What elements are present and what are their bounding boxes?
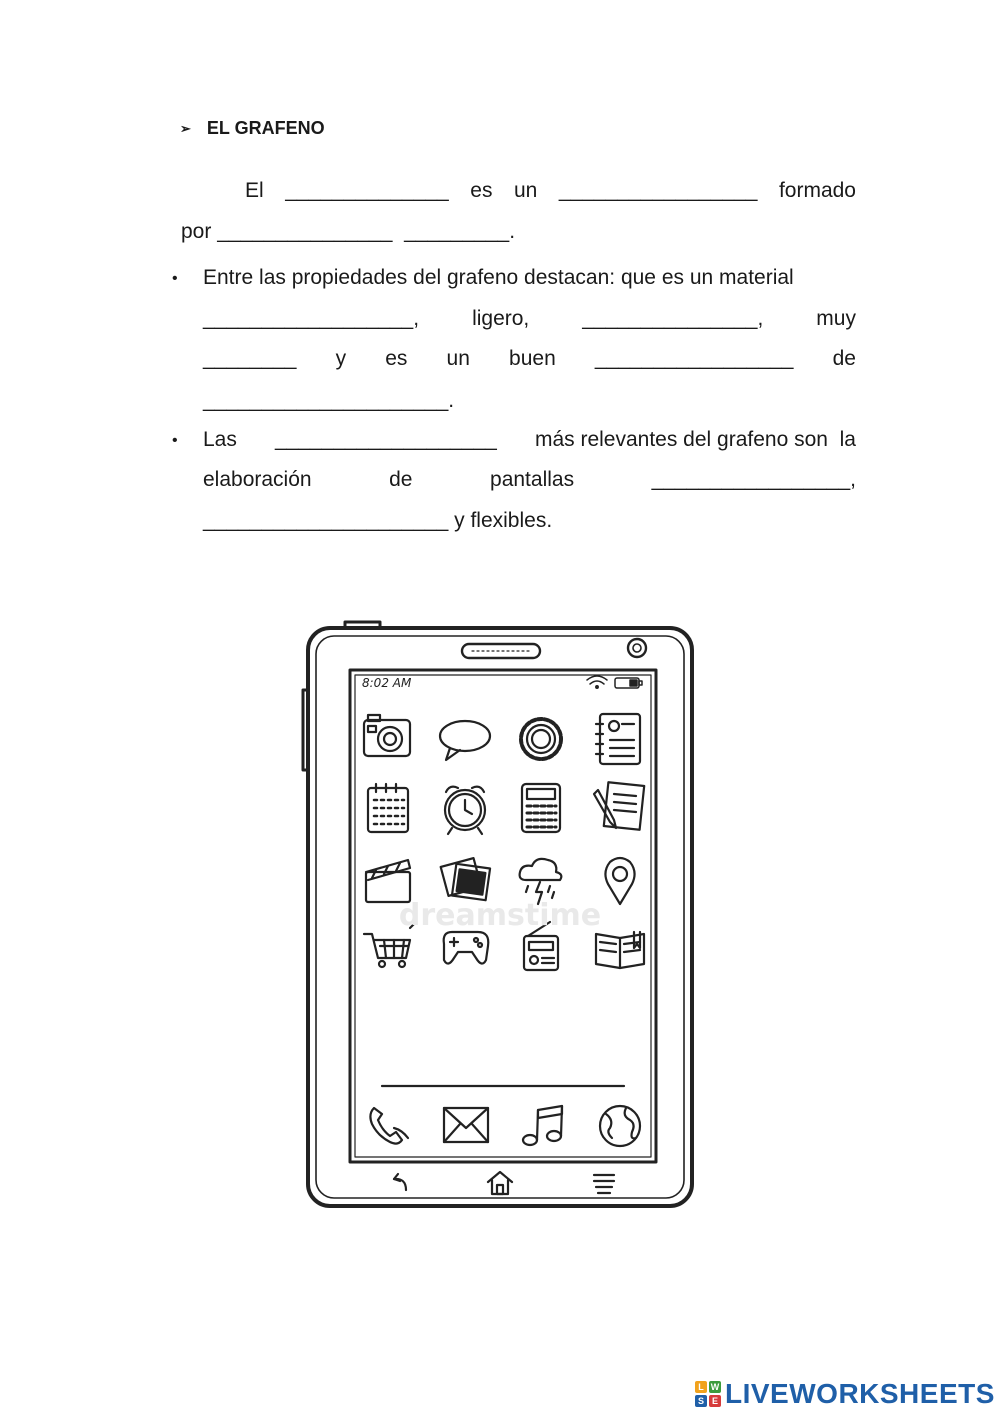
music-icon[interactable] — [523, 1106, 562, 1145]
section-heading — [180, 118, 325, 139]
word: un — [446, 347, 470, 370]
bullet2-line-3 — [203, 508, 552, 534]
menu-icon[interactable] — [594, 1175, 614, 1193]
fill-blank[interactable]: _________________ — [594, 347, 794, 370]
gamepad-icon[interactable] — [444, 932, 489, 964]
phrase: más relevantes del grafeno son la — [534, 428, 856, 451]
phone-icon[interactable] — [370, 1108, 408, 1144]
logo-letter: S — [695, 1395, 707, 1407]
clapperboard-icon[interactable] — [366, 860, 410, 902]
photos-icon[interactable] — [441, 858, 490, 900]
fill-blank[interactable]: ______________ — [285, 179, 449, 202]
logo-letter: L — [695, 1381, 707, 1393]
word: un — [513, 179, 538, 202]
fill-blank[interactable]: ________ — [203, 347, 297, 370]
fill-blank[interactable]: _______________, — [582, 307, 764, 330]
word: ligero, — [472, 307, 530, 330]
word: Las — [203, 428, 237, 451]
word: buen — [509, 347, 556, 370]
logo-blocks-icon — [695, 1381, 721, 1407]
book-icon[interactable] — [596, 932, 644, 968]
logo-letter: W — [710, 1382, 720, 1392]
phrase: y flexibles. — [454, 509, 553, 532]
navigation-bar — [394, 1172, 614, 1194]
battery-icon — [615, 678, 642, 688]
wifi-icon — [587, 676, 607, 688]
word: elaboración — [203, 468, 312, 491]
word: por — [181, 220, 212, 243]
intro-line-2 — [181, 219, 515, 245]
alarm-clock-icon[interactable] — [445, 787, 485, 834]
bullet-marker: • — [172, 270, 178, 287]
word: y — [335, 347, 347, 370]
status-time: 8:02 AM — [362, 676, 412, 690]
logo-letter: E — [709, 1395, 721, 1407]
bullet1-line-4 — [203, 388, 454, 414]
word: pantallas — [490, 468, 575, 491]
fill-blank[interactable]: _________. — [404, 220, 516, 243]
bullet1-line-1: Entre las propiedades del grafeno destacan: que es un material — [203, 266, 794, 289]
arrow-bullet-icon: ➢ — [180, 121, 191, 136]
word: de — [832, 347, 856, 370]
fill-blank[interactable]: __________________, — [203, 307, 420, 330]
watermark-text: dreamstime — [398, 898, 602, 933]
map-pin-icon[interactable] — [605, 858, 634, 904]
calendar-icon[interactable] — [368, 784, 408, 832]
liveworksheets-logo[interactable] — [695, 1377, 995, 1411]
word: es — [385, 347, 408, 370]
chat-bubble-icon[interactable] — [440, 721, 490, 760]
home-icon[interactable] — [488, 1172, 512, 1194]
word: es — [470, 179, 493, 202]
word: El — [245, 179, 264, 202]
dock — [370, 1106, 640, 1146]
smartphone-illustration — [300, 620, 700, 1210]
notes-icon[interactable] — [594, 782, 644, 830]
fill-blank[interactable]: _____________________. — [203, 389, 455, 412]
fill-blank[interactable]: ___________________ — [274, 428, 497, 451]
mail-icon[interactable] — [444, 1108, 488, 1142]
fill-blank[interactable]: _________________, — [651, 468, 856, 491]
settings-gear-icon[interactable] — [521, 719, 561, 759]
back-icon[interactable] — [394, 1174, 406, 1190]
bullet1-line-2 — [203, 306, 856, 332]
word: de — [389, 468, 413, 491]
logo-text: LIVEWORKSHEETS — [725, 1378, 995, 1409]
contacts-icon[interactable] — [596, 714, 640, 764]
bullet2-line-1 — [203, 427, 856, 453]
fill-blank[interactable]: _____________________ — [203, 509, 449, 532]
globe-icon[interactable] — [600, 1106, 640, 1146]
section-title: EL GRAFENO — [206, 118, 325, 138]
word: formado — [778, 179, 856, 202]
fill-blank[interactable]: _______________ — [217, 220, 393, 243]
word: muy — [816, 307, 856, 330]
intro-line-1 — [245, 178, 856, 204]
calculator-icon[interactable] — [522, 784, 560, 832]
camera-icon[interactable] — [364, 715, 410, 756]
fill-blank[interactable]: _________________ — [558, 179, 758, 202]
bullet-marker: • — [172, 432, 178, 449]
bullet1-line-3 — [203, 346, 856, 372]
bullet2-line-2 — [203, 467, 856, 493]
